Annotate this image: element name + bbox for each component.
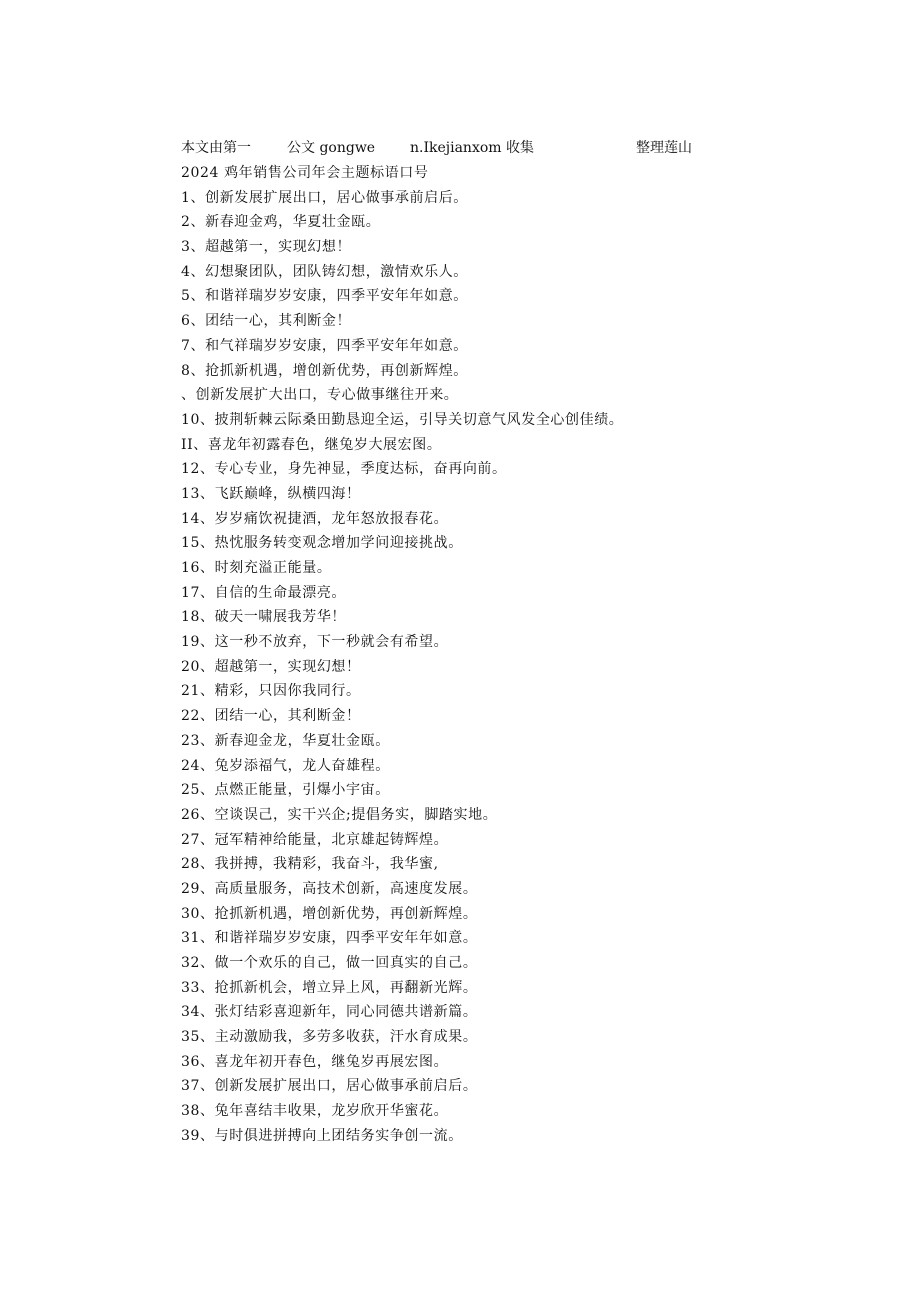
slogan-item: II、喜龙年初露春色，继兔岁大展宏图。	[181, 436, 442, 453]
slogan-item: 13、飞跃巅峰，纵横四海！	[181, 485, 361, 502]
slogan-item: 35、主动激励我，多劳多收获，汗水育成果。	[181, 1029, 478, 1046]
slogan-item: 39、与时俱进拼搏向上团结务实争创一流。	[181, 1127, 463, 1144]
slogan-item: 5、和谐祥瑞岁岁安康，四季平安年年如意。	[181, 288, 468, 305]
slogan-item: 16、时刻充溢正能量。	[181, 560, 332, 576]
slogan-item: 15、热忱服务转变观念增加学问迎接挑战。	[181, 535, 463, 552]
slogan-item: 31、和谐祥瑞岁岁安康，四季平安年年如意。	[181, 930, 478, 947]
slogan-item: 30、抢抓新机遇，增创新优势，再创新辉煌。	[181, 905, 478, 922]
slogan-item: 38、兔年喜结丰收果，龙岁欣开华蜜花。	[181, 1103, 449, 1120]
slogan-item: 3、超越第一，实现幻想！	[181, 239, 352, 256]
slogan-item: 7、和气祥瑞岁岁安康，四季平安年年如意。	[181, 337, 468, 354]
slogan-item: 27、冠军精神给能量，北京雄起铸辉煌。	[181, 831, 449, 848]
slogan-item: 25、点燃正能量，引爆小宇宙。	[181, 782, 390, 799]
header-part-4: 整理莲山	[636, 140, 692, 156]
slogan-item: 33、抢抓新机会，增立异上风，再翻新光辉。	[181, 979, 478, 996]
slogan-item: 20、超越第一，实现幻想！	[181, 658, 361, 675]
slogan-item: 22、团结一心，其利断金！	[181, 708, 361, 725]
slogan-item: 8、抢抓新机遇，增创新优势，再创新辉煌。	[181, 362, 468, 379]
slogan-item: 17、自信的生命最漂亮。	[181, 584, 347, 601]
slogan-item: 1、创新发展扩展出口，居心做事承前启后。	[181, 189, 468, 206]
document-body	[181, 161, 781, 1149]
slogan-item: 6、团结一心，其利断金！	[181, 313, 352, 330]
slogan-item: 24、兔岁添福气，龙人奋雄程。	[181, 757, 390, 774]
slogan-item: 37、创新发展扩展出口，居心做事承前启后。	[181, 1078, 478, 1095]
slogan-item: 、创新发展扩大出口，专心做事继往开来。	[181, 387, 459, 404]
header-part-2: 公文 gongwe	[287, 140, 376, 156]
document-title: 2024 鸡年销售公司年会主题标语口号	[181, 165, 429, 181]
source-header	[0, 137, 920, 159]
slogan-item: 2、新春迎金鸡，华夏壮金瓯。	[181, 214, 381, 231]
slogan-item: 19、这一秒不放弃，下一秒就会有希望。	[181, 634, 449, 651]
slogan-item: 26、空谈误己，实干兴企;提倡务实，脚踏实地。	[181, 806, 498, 823]
slogan-item: 32、做一个欢乐的自己，做一回真实的自己。	[181, 955, 478, 971]
slogan-item: 28、我拼搏，我精彩，我奋斗，我华蜜,	[181, 856, 439, 873]
slogan-item: 12、专心专业，身先神显，季度达标，奋再向前。	[181, 461, 507, 478]
slogan-item: 21、精彩，只因你我同行。	[181, 683, 361, 700]
slogan-item: 18、破天一啸展我芳华！	[181, 609, 347, 626]
slogan-item: 4、幻想聚团队，团队铸幻想，激情欢乐人。	[181, 263, 468, 280]
slogan-item: 14、岁岁痛饮祝捷酒，龙年怒放报春花。	[181, 510, 449, 527]
header-part-1: 本文由第一	[181, 140, 251, 156]
slogan-item: 23、新春迎金龙，华夏壮金瓯。	[181, 732, 390, 749]
slogan-item: 10、披荆斩棘云际桑田勤恳迎全运，引导关切意气风发全心创佳绩。	[181, 411, 624, 428]
slogan-item: 34、张灯结彩喜迎新年，同心同德共谱新篇。	[181, 1004, 478, 1021]
slogan-item: 36、喜龙年初开春色，继兔岁再展宏图。	[181, 1053, 449, 1070]
slogan-item: 29、高质量服务，高技术创新，高速度发展。	[181, 880, 478, 897]
header-part-3: n.Ikejianxom 收集	[410, 140, 534, 156]
